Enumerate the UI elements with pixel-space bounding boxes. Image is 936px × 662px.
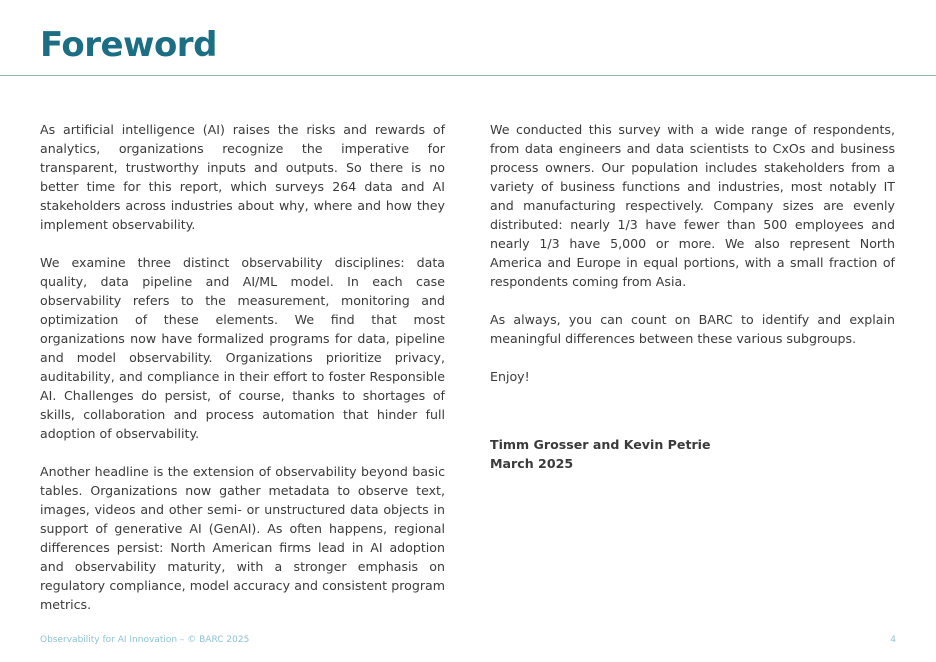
- left-paragraph-2: We examine three distinct observability disciplines: data quality, data pipeline and AI/ML model. In each case observability refers to the measurement, monitoring and optimization of these elements. We find that most organizations now have formalized programs for data, pipeline and model observability. Organizations prioritize privacy, auditability, and compliance in their effort to foster Responsible AI. Challenges do persist, of course, thanks to shortages of skills, collaboration and process automation that hinder full adoption of observability.: [40, 255, 445, 441]
- right-paragraph-3: Enjoy!: [490, 369, 530, 384]
- signature-date: March 2025: [490, 456, 574, 471]
- title-divider: [0, 75, 936, 76]
- page-title: Foreword: [40, 25, 217, 65]
- right-column: [490, 120, 895, 473]
- right-paragraph-2: As always, you can count on BARC to identify and explain meaningful differences between these various subgroups.: [490, 312, 895, 346]
- page-number: 4: [890, 635, 896, 645]
- left-paragraph-3: Another headline is the extension of observability beyond basic tables. Organizations now gather metadata to observe text, images, videos and other semi- or unstructured data objects in support of generative AI (GenAI). As often happens, regional differences persist: North American firms lead in AI adoption and observability maturity, with a stronger emphasis on regulatory compliance, model accuracy and consistent program metrics.: [40, 464, 445, 612]
- left-paragraph-1: As artificial intelligence (AI) raises the risks and rewards of analytics, organizations recognize the imperative for transparent, trustworthy inputs and outputs. So there is no better time for this report, which surveys 264 data and AI stakeholders across industries about why, where and how they implement observability.: [40, 122, 445, 232]
- signature-block: [490, 435, 895, 473]
- footer-text: Observability for AI Innovation – © BARC 2025: [40, 635, 250, 645]
- left-column: [40, 120, 445, 633]
- signature-authors: Timm Grosser and Kevin Petrie: [490, 437, 711, 452]
- right-paragraph-1: We conducted this survey with a wide range of respondents, from data engineers and data scientists to CxOs and business process owners. Our population includes stakeholders from a variety of business functions and industries, most notably IT and manufacturing respectively. Company sizes are evenly distributed: nearly 1/3 have fewer than 500 employees and nearly 1/3 have 5,000 or more. We also represent North America and Europe in equal portions, with a small fraction of respondents coming from Asia.: [490, 122, 895, 289]
